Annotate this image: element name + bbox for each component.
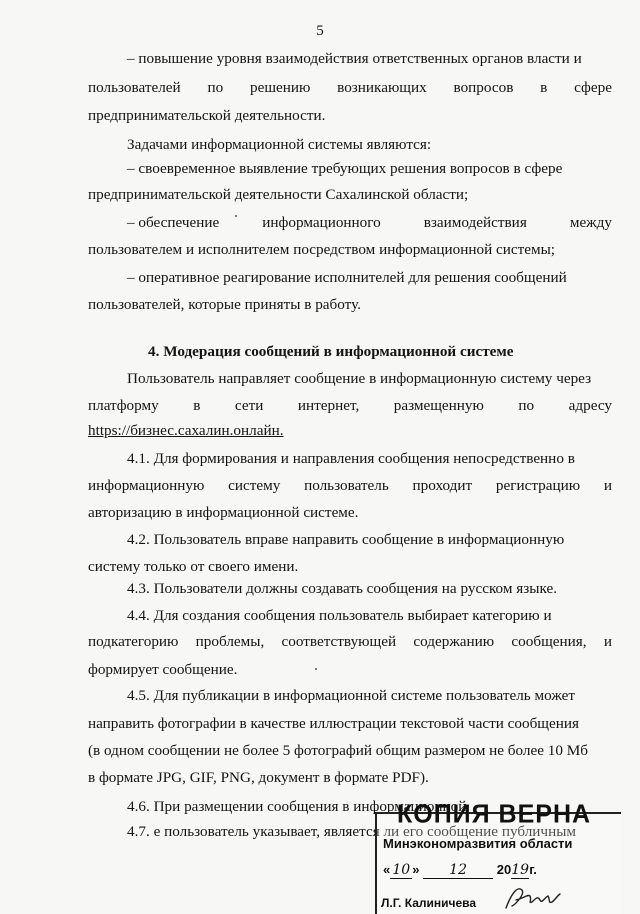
text-line: – оперативное реагирование исполнителей для решения сообщений	[127, 269, 567, 286]
text-line: 4.4. Для создания сообщения пользователь выбирает категорию и	[127, 607, 552, 624]
section-heading: 4. Модерация сообщений в информационной системе	[148, 343, 514, 360]
text-line: (в одном сообщении не более 5 фотографий общим размером не более 10 Мб	[88, 742, 588, 759]
word: сфере	[574, 79, 612, 96]
word: и	[603, 633, 612, 650]
stamp-signatory-name: Л.Г. Калиничева	[381, 896, 477, 910]
text-line: систему только от своего имени.	[88, 558, 299, 575]
certified-copy-stamp	[375, 799, 621, 914]
stamp-date-open-quote: «	[383, 862, 391, 877]
word: по	[518, 397, 535, 414]
word: интернет,	[297, 397, 360, 414]
word: – обеспечение	[127, 214, 220, 231]
text-line	[88, 396, 612, 416]
text-line: пользователем и исполнителем посредством информационной системы;	[88, 241, 556, 258]
text-line: – своевременное выявление требующих решения вопросов в сфере	[127, 160, 563, 177]
word: по	[207, 79, 224, 96]
word: подкатегорию	[88, 633, 179, 650]
platform-url-link[interactable]: https://бизнес.сахалин.онлайн.	[88, 422, 284, 439]
word: в	[540, 79, 548, 96]
text-line: 4.6. При размещении сообщения в информационной	[127, 798, 467, 815]
word: платформу	[88, 397, 159, 414]
text-line	[88, 421, 284, 441]
stamp-year-end: г.	[529, 862, 537, 877]
text-line	[88, 632, 612, 652]
word: размещенную	[393, 397, 484, 414]
word: систему	[228, 477, 281, 494]
text-line: Пользователь направляет сообщение в информационную систему через	[127, 370, 592, 387]
word: решению	[249, 79, 311, 96]
word: возникающих	[337, 79, 427, 96]
text-line	[88, 78, 612, 98]
page-number: 5	[316, 23, 324, 39]
scan-speck	[315, 668, 317, 670]
text-line: формирует сообщение.	[88, 661, 238, 678]
text-line: 4.7. е пользователь указывает, является ли его сообщение публичным	[127, 823, 577, 840]
word: в	[193, 397, 201, 414]
word: соответствующей	[281, 633, 397, 650]
text-line: направить фотографии в качестве иллюстрации текстовой части сообщения	[88, 715, 579, 732]
handwritten-signature	[502, 882, 562, 912]
word: информационного	[262, 214, 381, 231]
text-line: пользователей, которые приняты в работу.	[88, 296, 361, 313]
word: адресу	[568, 397, 612, 414]
word: сообщения,	[511, 633, 587, 650]
word: пользователь	[304, 477, 389, 494]
text-line: 4.5. Для публикации в информационной системе пользователь может	[127, 687, 575, 704]
stamp-date	[383, 862, 537, 879]
word: взаимодействия	[423, 214, 527, 231]
word: пользователей	[88, 79, 181, 96]
text-line: 4.1. Для формирования и направления сообщения непосредственно в	[127, 450, 575, 467]
text-line: Задачами информационной системы являются:	[127, 136, 432, 153]
word: информационную	[88, 477, 205, 494]
text-line: предпринимательской деятельности.	[88, 107, 326, 124]
stamp-month: 12	[423, 862, 493, 879]
word: регистрацию	[495, 477, 581, 494]
stamp-day: 10	[390, 862, 412, 879]
text-line: авторизацию в информационной системе.	[88, 504, 359, 521]
word: проходит	[412, 477, 473, 494]
text-line: 4.2. Пользователь вправе направить сообщение в информационную	[127, 531, 565, 548]
stamp-title: КОПИЯ ВЕРНА	[397, 799, 592, 829]
word: между	[569, 214, 612, 231]
text-line: предпринимательской деятельности Сахалинской области;	[88, 186, 469, 203]
stamp-date-close-quote: »	[412, 862, 420, 877]
word: и	[603, 477, 612, 494]
text-line	[127, 213, 612, 233]
stamp-organization: Минэкономразвития области	[383, 836, 573, 851]
scan-speck	[235, 215, 237, 217]
text-line: – повышение уровня взаимодействия ответственных органов власти и	[127, 50, 582, 67]
text-line	[88, 476, 612, 496]
word: сети	[234, 397, 264, 414]
word: проблемы,	[195, 633, 265, 650]
word: вопросов	[453, 79, 514, 96]
text-line: 4.3. Пользователи должны создавать сообщения на русском языке.	[127, 580, 557, 597]
word: содержанию	[413, 633, 495, 650]
stamp-year-suffix: 19	[511, 862, 530, 878]
text-line: в формате JPG, GIF, PNG, документ в формате PDF).	[88, 769, 429, 786]
stamp-year-prefix: 20	[496, 862, 512, 877]
